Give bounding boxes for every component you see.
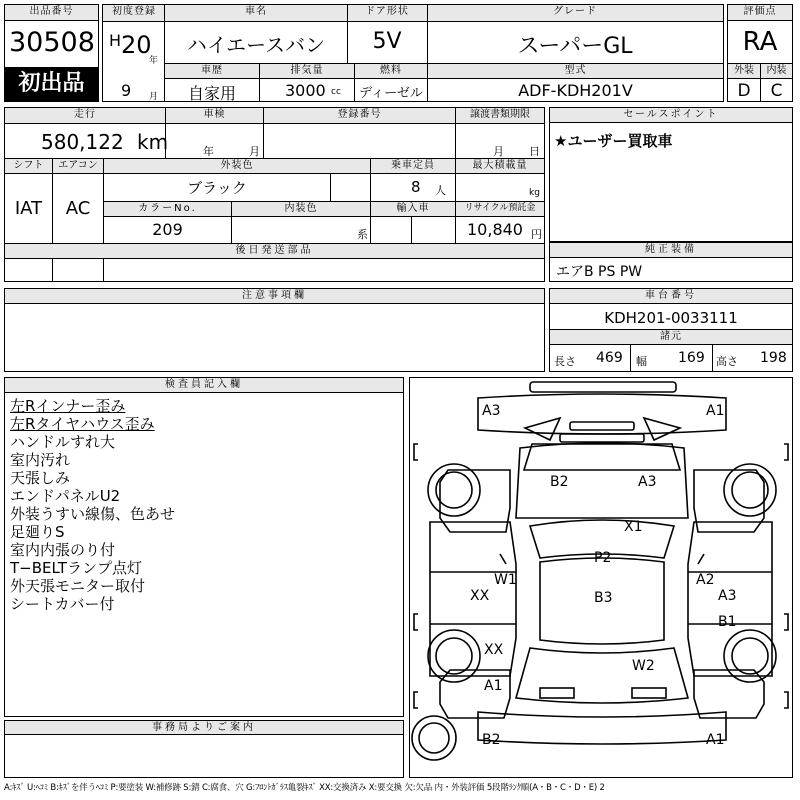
note-line: 室内汚れ: [10, 451, 71, 469]
reg-month-unit: 月: [149, 92, 159, 102]
vehicle-history: 自家用: [187, 84, 236, 103]
transfer-day-unit: 日: [529, 145, 540, 158]
mark-hood-b2: B2: [550, 474, 569, 490]
inspector-notes-list: [10, 397, 175, 613]
interior-score: C: [770, 81, 783, 101]
width-label: 幅: [636, 355, 647, 368]
registration-label: 初度登録: [103, 5, 165, 21]
note-line: 左Rインナー歪み: [10, 397, 126, 415]
reg-era: H: [109, 31, 122, 50]
vehicle-header-box: [102, 4, 724, 102]
mark-left-a1: A1: [484, 678, 503, 694]
caution-box: [4, 288, 545, 372]
transfer-month-unit: 月: [493, 145, 504, 158]
seats-value: 8: [411, 178, 421, 196]
seats-unit: 人: [435, 184, 446, 197]
mark-left-xx1: XX: [470, 588, 490, 604]
recycle-label: リサイクル預託金: [456, 202, 544, 216]
exterior-label: 外装: [728, 64, 760, 78]
height-label: 高さ: [716, 355, 738, 368]
mileage-value: 580,122: [41, 130, 124, 154]
score-label: 評価点: [728, 5, 792, 21]
displacement-label: 排気量: [260, 64, 354, 78]
mark-windshield: X1: [624, 519, 643, 535]
reg-year-unit: 年: [149, 56, 159, 66]
ac-label: エアコン: [53, 159, 103, 173]
equipment-text: エアB PS PW: [556, 264, 643, 280]
inspection-label: 車検: [166, 108, 263, 123]
mark-front-right: A1: [706, 403, 725, 419]
shift-value: IAT: [14, 198, 43, 219]
ac-value: AC: [65, 198, 91, 219]
grade: スーパーGL: [517, 34, 633, 59]
equipment-label: 純正装備: [550, 243, 792, 258]
model-code: ADF-KDH201V: [518, 81, 633, 100]
inspection-month-unit: 月: [249, 145, 260, 158]
int-color-suffix: 系: [357, 228, 368, 241]
note-line: 外天張モニター取付: [10, 577, 146, 595]
recycle-value: 10,840: [467, 220, 523, 239]
note-line: 足廻りS: [10, 523, 65, 541]
specs-box: [4, 107, 545, 282]
exterior-score: D: [737, 81, 751, 101]
shift-label: シフト: [5, 159, 52, 173]
note-line: エンドパネルU2: [10, 487, 121, 505]
mark-roof-b3: B3: [594, 590, 613, 606]
score-box: [727, 4, 793, 102]
load-label: 最大積載量: [456, 159, 544, 173]
first-listing-badge: 初出品: [5, 67, 98, 101]
chassis-label: 車台番号: [550, 289, 792, 304]
mark-rear-right: A1: [706, 732, 725, 748]
fuel-label: 燃料: [355, 64, 427, 78]
reg-number-label: 登録番号: [264, 108, 455, 123]
length-value: 469: [596, 350, 623, 366]
transfer-doc-label: 譲渡書類期限: [456, 108, 544, 123]
fuel: ディーゼル: [359, 86, 423, 101]
mark-right-a2: A2: [696, 572, 715, 588]
import-label: 輸入車: [371, 202, 455, 216]
note-line: 室内内張のり付: [10, 541, 116, 559]
mark-right-b1: B1: [718, 614, 737, 630]
reg-month: 9: [121, 81, 132, 100]
note-line: 左Rタイヤハウス歪み: [10, 415, 155, 433]
note-line: ハンドルすれ大: [10, 433, 116, 451]
interior-label: 内装: [761, 64, 792, 78]
recycle-unit: 円: [531, 228, 542, 241]
grade-label: グレード: [427, 5, 723, 21]
sales-point-box: [549, 107, 793, 242]
vehicle-diagram-svg: [410, 378, 792, 777]
displacement-unit: cc: [331, 87, 341, 97]
sales-point-label: セールスポイント: [550, 108, 792, 123]
car-name: ハイエースバン: [186, 33, 326, 57]
inspection-year-unit: 年: [203, 145, 214, 158]
inspector-notes-box: [4, 377, 404, 717]
mark-roof-p2: P2: [594, 550, 612, 566]
note-line: T−BELTランプ点灯: [10, 559, 142, 577]
note-line: 外装うすい線傷、色あせ: [10, 505, 176, 523]
car-name-label: 車名: [165, 5, 347, 21]
int-color-label: 内装色: [232, 202, 370, 216]
ext-color-label: 外装色: [104, 159, 370, 173]
mileage-label: 走行: [5, 108, 165, 123]
model-label: 型式: [428, 64, 723, 78]
chassis-number: KDH201-0033111: [604, 309, 738, 327]
mark-left-xx2: XX: [484, 642, 504, 658]
color-no-label: カラーNo.: [104, 202, 231, 216]
reg-year: 20: [121, 31, 152, 59]
mileage-unit: km: [137, 130, 169, 154]
seats-label: 乗車定員: [371, 159, 455, 173]
color-no-value: 209: [152, 220, 183, 239]
office-notice-box: [4, 720, 404, 778]
office-label: 事務局よりご案内: [5, 721, 403, 735]
lot-number-box: [4, 4, 99, 102]
parts-label: 後日発送部品: [5, 244, 544, 258]
door-label: ドア形状: [347, 5, 427, 21]
overall-score: RA: [742, 27, 778, 57]
chassis-box: [549, 288, 793, 372]
damage-diagram: [409, 377, 793, 778]
history-label: 車歴: [165, 64, 259, 78]
legend-text: A:ｷｽﾞ U:ﾍｺﾐ B:ｷｽﾞを伴うﾍｺﾐ P:要塗装 W:補修跡 S:錆 C:腐食、穴 G:ﾌﾛﾝﾄｶﾞﾗｽ亀裂ｷｽﾞ XX:交換済み X:要交換 欠:欠品 内・外装評価 5段階ﾗﾝｸ順(A・B・C・D・E) 2: [4, 783, 605, 793]
door-type: 5V: [372, 29, 402, 54]
mark-rear-left: B2: [482, 732, 501, 748]
note-line: 天張しみ: [10, 469, 71, 487]
dims-label: 諸元: [550, 330, 792, 344]
mark-right-w2: W2: [632, 658, 655, 674]
inspector-label: 検査員記入欄: [5, 378, 403, 393]
mark-right-a3: A3: [718, 588, 737, 604]
ext-color-value: ブラック: [187, 179, 247, 197]
mark-left-w1: W1: [494, 572, 517, 588]
lot-number-label: 出品番号: [5, 5, 98, 21]
mark-front-left: A3: [482, 403, 501, 419]
sales-point-text: ★ユーザー買取車: [554, 132, 673, 150]
note-line: シートカバー付: [10, 595, 115, 613]
lot-number: 30508: [9, 27, 95, 58]
equipment-box: [549, 242, 793, 282]
mark-hood-a3: A3: [638, 474, 657, 490]
caution-label: 注意事項欄: [5, 289, 544, 304]
load-unit: kg: [529, 188, 540, 198]
length-label: 長さ: [554, 355, 576, 368]
height-value: 198: [760, 350, 787, 366]
displacement: 3000: [285, 81, 326, 100]
width-value: 169: [678, 350, 705, 366]
